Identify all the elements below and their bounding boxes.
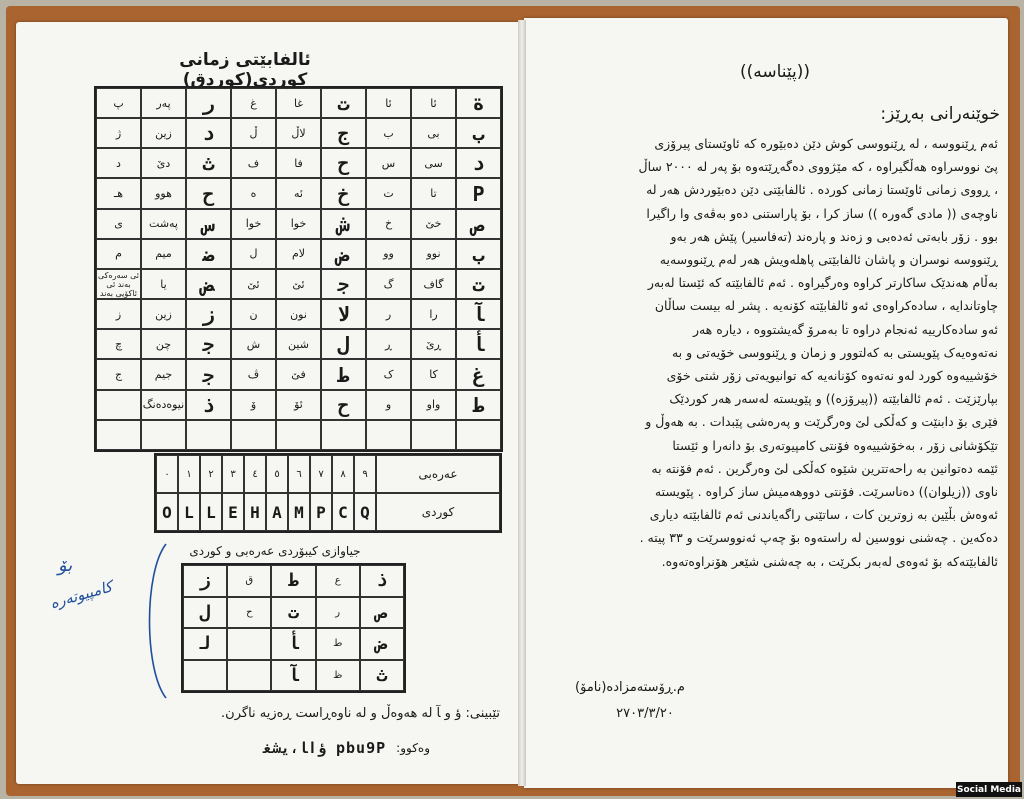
alphabet-text-cell: فا [276,148,321,178]
handwritten-bracket [140,542,170,700]
alphabet-text-cell: چن [141,329,186,359]
alphabet-glyph-cell: ﺱ [186,209,231,239]
keyboard-glyph-cell: ﻟ [183,628,227,660]
alphabet-text-cell: میم [141,239,186,269]
alphabet-empty-cell [141,420,186,450]
alphabet-text-cell: ج [96,359,141,389]
alphabet-glyph-cell: ﻻ [321,299,366,329]
alphabet-glyph-cell: ﺏ [456,239,501,269]
keyboard-glyph-cell: ﺕ [271,597,315,629]
alphabet-text-cell: زین [141,118,186,148]
alphabet-glyph-cell: ﺹ [456,209,501,239]
body-line: ئالفابێتەکە بۆ ئەوەی لەبەر بکرێت ، بە چەشنی شێعر هۆنراوەتەوە. [661,553,998,569]
body-line: ئەو سادەکارییە ئەنجام دراوە تا بەمرۆ گەیشتووە ، دیارە هەر [692,321,998,337]
alphabet-text-cell: ڕێ [411,329,456,359]
keyboard-letter-cell: ق [227,565,271,597]
alphabet-title: ئالفابێتی زمانی کوردی(کوردق) [179,50,311,90]
alphabet-text-cell: را [411,299,456,329]
keyboard-letter-cell [227,628,271,660]
intro-title: ((پێناسە)) [739,62,811,82]
kurdi-digit-cell: E [222,493,244,531]
alphabet-glyph-cell: ﺭ [186,88,231,118]
alphabet-text-cell: ر [366,299,411,329]
alphabet-glyph-cell: ﺡ [321,390,366,420]
keyboard-glyph-cell: ﻁ [271,565,315,597]
alphabet-text-cell: ز [96,299,141,329]
body-line: ناوی ((زیلوان)) دەناسرێت. فۆنتی دووهەمیش ساز کراوە . پێویستە [654,484,998,500]
keyboard-glyph-cell: ص [360,597,404,629]
signature-date: ٢٧٠٣/٣/٢٠ [616,706,674,721]
keyboard-glyph-cell: ض [360,628,404,660]
body-line: ، ڕووی زمانی ئاوێستا زمانی کوردە . ئالفابێتی دێن دەبێوردش هەر لە [646,182,998,198]
kurdi-digit-cell: Q [354,493,376,531]
alphabet-text-cell: یا [141,269,186,299]
keyboard-glyph-cell: ذ [360,565,404,597]
arabic-digit-cell: ١ [178,455,200,493]
alphabet-text-cell: ژ [96,118,141,148]
kurdi-digit-cell: P [310,493,332,531]
arabic-digit-cell: ٢ [200,455,222,493]
alphabet-glyph-cell: ﺫ [186,390,231,420]
alphabet-glyph-cell: P [456,178,501,208]
keyboard-glyph-cell [183,660,227,692]
alphabet-text-cell: جیم [141,359,186,389]
alphabet-text-cell: سی [411,148,456,178]
body-line: خۆشییەوە کورد لەو نەتەوە کۆنانەیە کە توانیویەتی زۆر شتی خۆی [666,368,998,384]
keyboard-letter-cell: ح [227,597,271,629]
note-line: تێبینی: ﺅ و ﺂ لە هەوەڵ و لە ناوەڕاست ڕەزیە ناگرن. [221,706,500,721]
arabic-digit-cell: ٦ [288,455,310,493]
alphabet-table [94,86,503,452]
kurdi-digit-cell: A [266,493,288,531]
arabic-digit-cell: ٥ [266,455,288,493]
alphabet-text-cell: وو [366,239,411,269]
alphabet-text-cell: شین [276,329,321,359]
alphabet-glyph-cell: ﺩ [186,118,231,148]
alphabet-empty-cell [186,420,231,450]
alphabet-text-cell: ب [366,118,411,148]
arabic-digit-cell: ٨ [332,455,354,493]
alphabet-glyph-cell: ﻃ [321,359,366,389]
alphabet-glyph-cell: ﺾ [186,269,231,299]
body-line: دەکەین . چەشنی نووسین لە راستەوە بۆ چەپ ئەنووسرێت و ٣٣ پیتە . [639,530,998,546]
example-word-1: pbu9P [336,739,387,757]
alphabet-text-cell: ت [366,178,411,208]
keyboard-glyph-cell: ﺯ [183,565,227,597]
alphabet-text-cell: نوو [411,239,456,269]
alphabet-empty-cell [456,420,501,450]
alphabet-text-cell: ی [96,209,141,239]
alphabet-text-cell [96,390,141,420]
alphabet-glyph-cell: ﺽ [321,239,366,269]
alphabet-text-cell: چ [96,329,141,359]
alphabet-text-cell: ئە [276,178,321,208]
numerals-table [154,453,502,533]
alphabet-glyph-cell: ﺂ [456,299,501,329]
watermark: Social Media [956,782,1022,797]
alphabet-glyph-cell: ﺿ [186,239,231,269]
alphabet-text-cell: کا [411,359,456,389]
keyboard-letter-cell: ر [316,597,360,629]
alphabet-text-cell: ئا [411,88,456,118]
alphabet-text-cell: ئێ [276,269,321,299]
body-line: بوو . زۆر بابەتی ئەدەبی و زەند و پارەند (تەفاسیر) پێش هەر بەو [670,228,998,244]
arabic-digit-cell: ٩ [354,455,376,493]
body-line: ئەم ڕێنووسە ، لە ڕێنووسی کوش دێن دەبێورە کە ئاوێستای پیرۆزی [654,136,998,151]
alphabet-text-cell: لاڵ [276,118,321,148]
numerals-label-kurdi: کوردی [376,493,500,531]
alphabet-glyph-cell: ﻍ [456,359,501,389]
alphabet-text-cell: پ [96,88,141,118]
alphabet-glyph-cell: ﻁ [456,390,501,420]
signature: م.ڕۆستەمزادە(نامۆ) [575,680,685,695]
alphabet-glyph-cell: ﺩ [456,148,501,178]
kurdi-digit-cell: L [178,493,200,531]
alphabet-text-cell: ئۆ [276,390,321,420]
alphabet-glyph-cell: ﺙ [186,148,231,178]
alphabet-text-cell: و [366,390,411,420]
alphabet-text-cell: ن [231,299,276,329]
alphabet-text-cell: ئا [366,88,411,118]
alphabet-text-cell: بی [411,118,456,148]
alphabet-text-cell: پەر [141,88,186,118]
keyboard-glyph-cell: ﻝ [183,597,227,629]
alphabet-glyph-cell: ﻝ [321,329,366,359]
alphabet-text-cell: د [96,148,141,178]
alphabet-text-cell: فێ [276,359,321,389]
keyboard-table-title: جیاوازی کیبۆردی عەرەبی و کوردی [189,544,361,558]
alphabet-text-cell: غ [231,88,276,118]
body-line: پێ نووسراوە هەڵگیراوە ، کە مێژووی دەگەڕێتەوە بۆ پەر لە ٢٠٠٠ ساڵ [638,159,998,175]
example-label: وەکوو: [396,741,430,755]
alphabet-glyph-cell: ﺥ [321,178,366,208]
alphabet-text-cell: نون [276,299,321,329]
alphabet-text-cell: پەشت [141,209,186,239]
kurdi-digit-cell: H [244,493,266,531]
alphabet-text-cell: ئی سەرەکی بەند ئی ئاکۆیی بەند [96,269,141,299]
keyboard-letter-cell [227,660,271,692]
alphabet-glyph-cell: ﺏ [456,118,501,148]
alphabet-empty-cell [411,420,456,450]
alphabet-text-cell: هوو [141,178,186,208]
alphabet-glyph-cell: ﺵ [321,209,366,239]
salutation: خوێنەرانی بەڕێز: [880,104,1000,124]
body-line: تێکۆشانی زۆر ، بەخۆشییەوە فۆنتی کامپیوتەری بۆ دانەرا و ئێستا [672,437,998,453]
alphabet-glyph-cell: ﺟ [186,359,231,389]
alphabet-text-cell: واو [411,390,456,420]
handwritten-note-top: بۆ [58,555,73,576]
alphabet-empty-cell [231,420,276,450]
alphabet-glyph-cell: ﺡ [186,178,231,208]
body-line: بەڵام هەندێک ساکارتر کراوە وەرگیراوە . ئەم ئالفابێتە کە ئێستا لەبەر [647,275,998,291]
kurdi-digit-cell: C [332,493,354,531]
alphabet-text-cell: نیوەدەنگ [141,390,186,420]
example-row [170,736,430,760]
alphabet-empty-cell [96,420,141,450]
body-line: ئێمە دەتوانین بە راحەتترین شێوە کەڵکی لێ وەرگرین . ئەم فۆنتە بە [651,460,998,476]
alphabet-text-cell: خ [366,209,411,239]
arabic-digit-cell: ٧ [310,455,332,493]
keyboard-glyph-cell: ﺂ [271,660,315,692]
alphabet-text-cell: خێ [411,209,456,239]
arabic-digit-cell: ٤ [244,455,266,493]
book-gutter [518,20,526,786]
alphabet-text-cell: زین [141,299,186,329]
alphabet-text-cell: غا [276,88,321,118]
alphabet-glyph-cell: ﺄ [456,329,501,359]
alphabet-text-cell: ڕ [366,329,411,359]
alphabet-glyph-cell: ﺓ [456,88,501,118]
alphabet-text-cell: ڤ [231,359,276,389]
alphabet-glyph-cell: ﺯ [186,299,231,329]
alphabet-empty-cell [276,420,321,450]
alphabet-text-cell: تا [411,178,456,208]
numerals-label-arabic: عەرەبی [376,455,500,493]
kurdi-digit-cell: L [200,493,222,531]
body-line: ناوچەی (( مادی گەورە )) ساز کرا ، بۆ پاراستنی دەو بەڤەی وا راگیرا [646,205,998,221]
alphabet-text-cell: ئێ [231,269,276,299]
kurdi-digit-cell: O [156,493,178,531]
alphabet-text-cell: ڵ [231,118,276,148]
body-line: فێری بۆ دابنێت و کەڵکی لێ وەرگرێت و پەرەشی پێبدات . بە هەوڵ و [645,414,998,430]
alphabet-text-cell: ش [231,329,276,359]
alphabet-text-cell: دێ [141,148,186,178]
alphabet-text-cell: خوا [276,209,321,239]
body-line: نەتەوەیەک پێویستی بە کەلتوور و زمان و ڕێنووسی خۆیەتی و بە [671,344,998,360]
alphabet-glyph-cell: ﺝ [321,118,366,148]
arabic-digit-cell: ٠ [156,455,178,493]
alphabet-text-cell: ف [231,148,276,178]
keyboard-letter-cell: ط [316,628,360,660]
handwritten-note-bottom: کامپیوتەرە [48,577,115,613]
alphabet-glyph-cell: ﺕ [321,88,366,118]
keyboard-glyph-cell: ث [360,660,404,692]
alphabet-empty-cell [366,420,411,450]
alphabet-text-cell: ە [231,178,276,208]
example-word-2: ﺅﺍﺎ،ﯾﺷﻐ [262,739,326,757]
alphabet-text-cell: خوا [231,209,276,239]
body-line: ئەوەش بڵێین بە زوترین کات ، ساتێنی راگەیاندنی ئەم ئالفابێتە دیاری [649,507,998,523]
alphabet-glyph-cell: ﺕ [456,269,501,299]
alphabet-text-cell: گاف [411,269,456,299]
alphabet-text-cell: ل [231,239,276,269]
alphabet-text-cell: س [366,148,411,178]
alphabet-text-cell: م [96,239,141,269]
keyboard-table [181,563,406,693]
alphabet-text-cell: لام [276,239,321,269]
alphabet-glyph-cell: ﺡ [321,148,366,178]
alphabet-glyph-cell: ﺟ [186,329,231,359]
alphabet-text-cell: گ [366,269,411,299]
keyboard-letter-cell: ع [316,565,360,597]
keyboard-glyph-cell: ﺄ [271,628,315,660]
kurdi-digit-cell: M [288,493,310,531]
intro-body [540,132,998,573]
arabic-digit-cell: ٣ [222,455,244,493]
alphabet-text-cell: هـ [96,178,141,208]
body-line: چاوتاندایە ، سادەکراوەی ئەو ئالفابێتە کۆنەیە . پشر لە بیست ساڵان [654,298,998,314]
alphabet-text-cell: ۆ [231,390,276,420]
keyboard-letter-cell: ظ [316,660,360,692]
alphabet-glyph-cell: ﺟ [321,269,366,299]
body-line: ڕێنووسە نوسران و پاشان ئالفابێتی پاهلەویش هەر لەم ڕێنووسەیە [659,252,998,268]
body-line: بپارێزێت . ئەم ئالفابێتە ((پیرۆزە)) و پێویستە لەسەر هەر کوردێک [669,391,998,407]
alphabet-text-cell: ک [366,359,411,389]
alphabet-empty-cell [321,420,366,450]
